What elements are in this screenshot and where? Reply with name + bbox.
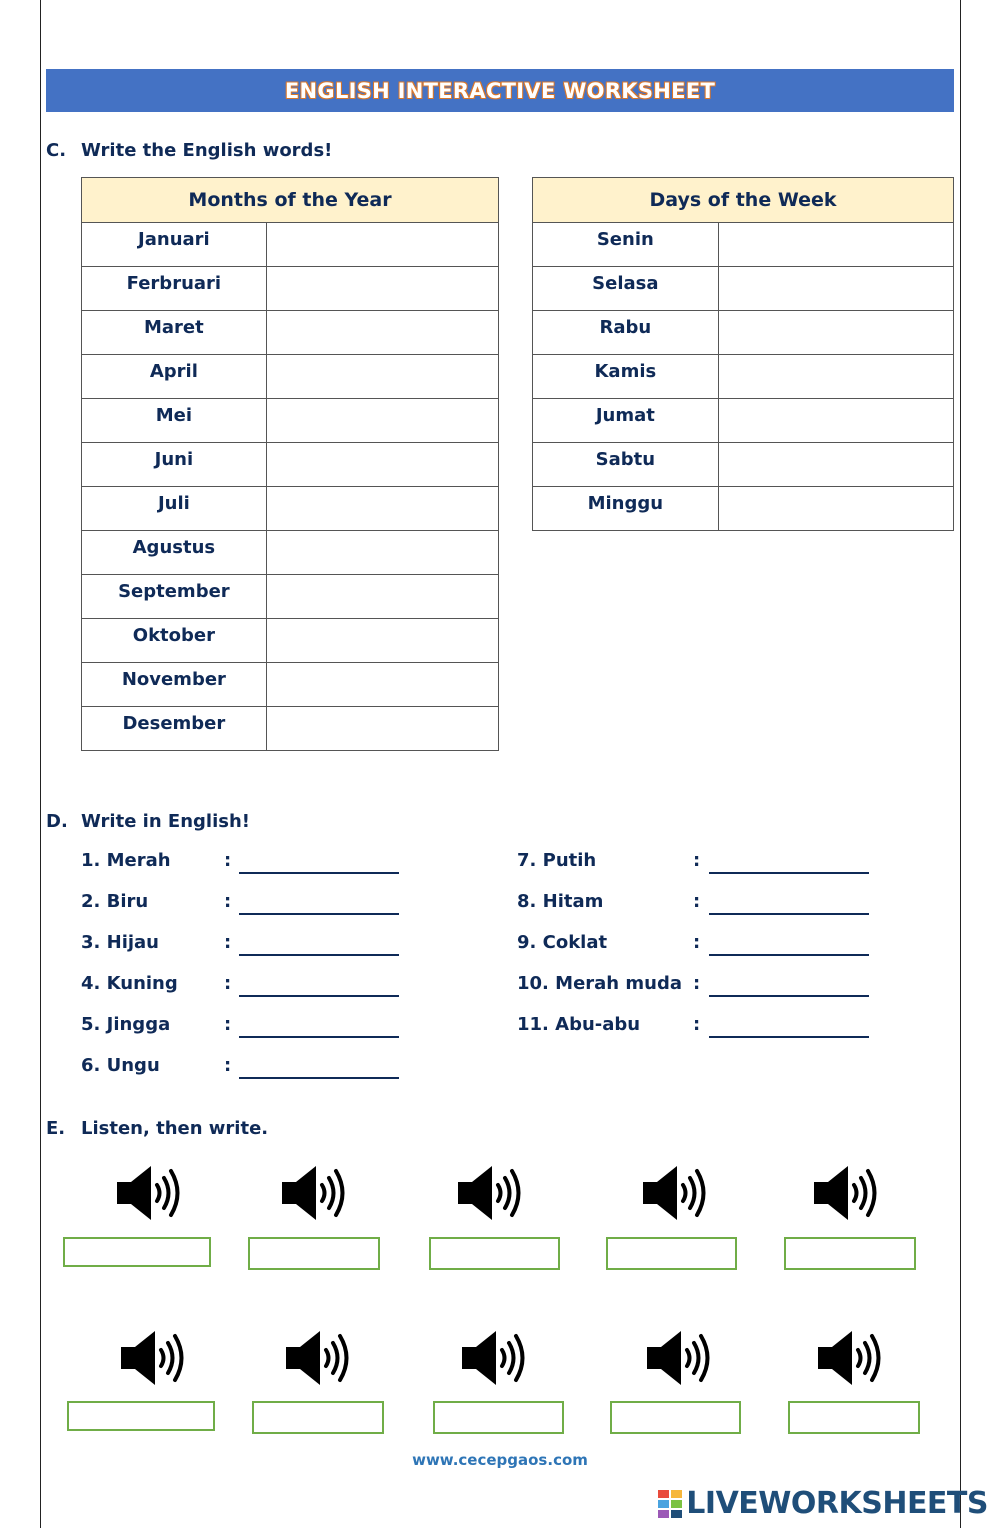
table-row — [82, 663, 499, 707]
section-e-heading — [46, 1118, 268, 1139]
month-word: Oktober — [82, 619, 267, 663]
month-answer-input[interactable] — [266, 355, 498, 399]
answer-blank[interactable] — [239, 1036, 399, 1038]
day-answer-input[interactable] — [718, 487, 953, 531]
months-table-header: Months of the Year — [82, 178, 499, 223]
month-word: September — [82, 575, 267, 619]
table-row — [533, 311, 954, 355]
colon: : — [224, 973, 232, 994]
month-answer-input[interactable] — [266, 487, 498, 531]
color-item-label: 3. Hijau — [81, 932, 159, 953]
day-answer-input[interactable] — [718, 399, 953, 443]
section-e-letter: E. — [46, 1118, 66, 1139]
answer-blank[interactable] — [239, 995, 399, 997]
colon: : — [224, 891, 232, 912]
liveworksheets-brand — [658, 1486, 988, 1521]
listen-answer-box[interactable] — [788, 1401, 920, 1434]
day-word: Jumat — [533, 399, 719, 443]
section-c-heading — [46, 140, 332, 161]
speaker-icon[interactable] — [812, 1164, 880, 1222]
speaker-icon[interactable] — [115, 1164, 183, 1222]
month-word: April — [82, 355, 267, 399]
month-word: Juni — [82, 443, 267, 487]
month-word: Desember — [82, 707, 267, 751]
month-answer-input[interactable] — [266, 443, 498, 487]
table-row — [82, 311, 499, 355]
answer-blank[interactable] — [239, 954, 399, 956]
day-word: Senin — [533, 223, 719, 267]
table-row — [533, 223, 954, 267]
day-word: Sabtu — [533, 443, 719, 487]
listen-answer-box[interactable] — [429, 1237, 560, 1270]
color-item-label: 10. Merah muda — [517, 973, 682, 994]
month-answer-input[interactable] — [266, 311, 498, 355]
month-word: Januari — [82, 223, 267, 267]
month-word: November — [82, 663, 267, 707]
day-word: Minggu — [533, 487, 719, 531]
section-d-letter: D. — [46, 811, 68, 832]
table-row — [82, 707, 499, 751]
table-row — [82, 267, 499, 311]
month-answer-input[interactable] — [266, 399, 498, 443]
day-word: Rabu — [533, 311, 719, 355]
table-row — [82, 575, 499, 619]
days-table — [532, 177, 954, 531]
month-answer-input[interactable] — [266, 619, 498, 663]
answer-blank[interactable] — [709, 913, 869, 915]
listen-answer-box[interactable] — [784, 1237, 916, 1270]
month-answer-input[interactable] — [266, 267, 498, 311]
table-row — [533, 267, 954, 311]
brand-name: LIVEWORKSHEETS — [686, 1486, 988, 1521]
answer-blank[interactable] — [709, 954, 869, 956]
color-item-label: 8. Hitam — [517, 891, 604, 912]
colon: : — [693, 1014, 701, 1035]
month-answer-input[interactable] — [266, 575, 498, 619]
day-answer-input[interactable] — [718, 223, 953, 267]
listen-answer-box[interactable] — [433, 1401, 564, 1434]
colon: : — [224, 850, 232, 871]
color-item-label: 1. Merah — [81, 850, 171, 871]
table-row — [533, 399, 954, 443]
section-d-heading — [46, 811, 250, 832]
section-c-instruction: Write the English words! — [81, 140, 333, 161]
answer-blank[interactable] — [709, 1036, 869, 1038]
day-answer-input[interactable] — [718, 311, 953, 355]
answer-blank[interactable] — [239, 1077, 399, 1079]
section-d-instruction: Write in English! — [81, 811, 250, 832]
month-word: Maret — [82, 311, 267, 355]
day-answer-input[interactable] — [718, 267, 953, 311]
color-item-label: 4. Kuning — [81, 973, 178, 994]
months-table — [81, 177, 499, 751]
table-row — [533, 355, 954, 399]
colon: : — [693, 850, 701, 871]
month-word: Mei — [82, 399, 267, 443]
days-table-header: Days of the Week — [533, 178, 954, 223]
page-left-border — [40, 0, 41, 1528]
table-row — [533, 487, 954, 531]
month-answer-input[interactable] — [266, 707, 498, 751]
colon: : — [224, 1014, 232, 1035]
color-item-label: 7. Putih — [517, 850, 597, 871]
table-row — [82, 487, 499, 531]
month-answer-input[interactable] — [266, 223, 498, 267]
answer-blank[interactable] — [239, 872, 399, 874]
speaker-icon[interactable] — [645, 1329, 713, 1387]
liveworksheets-logo-icon — [658, 1490, 682, 1518]
month-answer-input[interactable] — [266, 663, 498, 707]
day-word: Selasa — [533, 267, 719, 311]
colon: : — [693, 891, 701, 912]
answer-blank[interactable] — [709, 995, 869, 997]
month-answer-input[interactable] — [266, 531, 498, 575]
speaker-icon[interactable] — [280, 1164, 348, 1222]
color-item-label: 2. Biru — [81, 891, 149, 912]
footer-url[interactable]: www.cecepgaos.com — [412, 1451, 588, 1469]
listen-answer-box[interactable] — [610, 1401, 741, 1434]
listen-answer-box[interactable] — [67, 1401, 215, 1431]
month-word: Juli — [82, 487, 267, 531]
table-row — [82, 619, 499, 663]
listen-answer-box[interactable] — [606, 1237, 737, 1270]
table-row — [82, 443, 499, 487]
listen-answer-box[interactable] — [63, 1237, 211, 1267]
table-row — [82, 223, 499, 267]
worksheet-banner — [46, 69, 954, 112]
color-item-label: 5. Jingga — [81, 1014, 171, 1035]
table-row — [533, 443, 954, 487]
speaker-icon[interactable] — [460, 1329, 528, 1387]
answer-blank[interactable] — [709, 872, 869, 874]
color-item-label: 9. Coklat — [517, 932, 608, 953]
speaker-icon[interactable] — [456, 1164, 524, 1222]
page-right-border — [960, 0, 961, 1528]
answer-blank[interactable] — [239, 913, 399, 915]
table-row — [82, 399, 499, 443]
speaker-icon[interactable] — [284, 1329, 352, 1387]
banner-title: ENGLISH INTERACTIVE WORKSHEET — [284, 78, 716, 103]
day-word: Kamis — [533, 355, 719, 399]
month-word: Ferbruari — [82, 267, 267, 311]
day-answer-input[interactable] — [718, 355, 953, 399]
listen-answer-box[interactable] — [248, 1237, 380, 1270]
color-item-label: 6. Ungu — [81, 1055, 160, 1076]
table-row — [82, 531, 499, 575]
speaker-icon[interactable] — [816, 1329, 884, 1387]
section-e-instruction: Listen, then write. — [81, 1118, 269, 1139]
speaker-icon[interactable] — [641, 1164, 709, 1222]
colon: : — [224, 932, 232, 953]
listen-answer-box[interactable] — [252, 1401, 384, 1434]
table-row — [82, 355, 499, 399]
day-answer-input[interactable] — [718, 443, 953, 487]
section-c-letter: C. — [46, 140, 67, 161]
colon: : — [693, 973, 701, 994]
month-word: Agustus — [82, 531, 267, 575]
speaker-icon[interactable] — [119, 1329, 187, 1387]
color-item-label: 11. Abu-abu — [517, 1014, 641, 1035]
colon: : — [224, 1055, 232, 1076]
colon: : — [693, 932, 701, 953]
